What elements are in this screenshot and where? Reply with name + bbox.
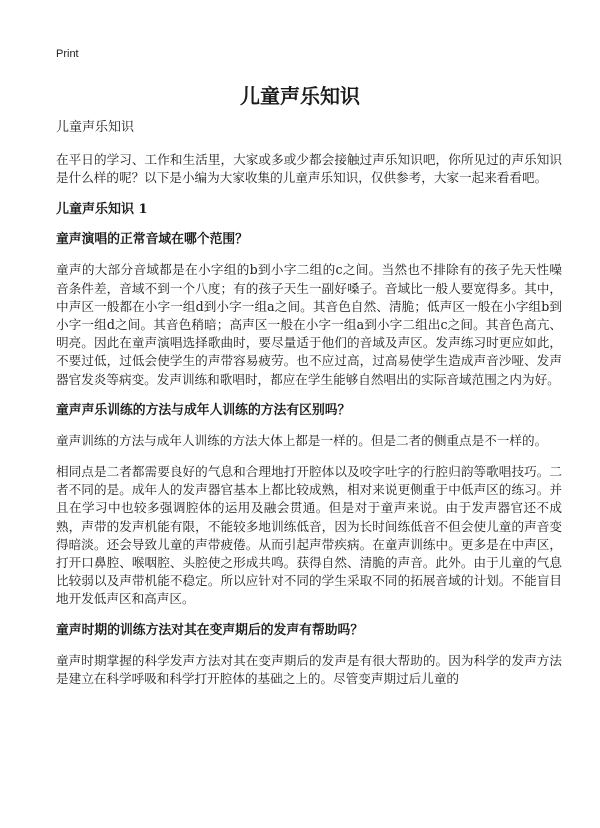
article-body: [56, 118, 562, 701]
question-heading-voice-change: 童声时期的训练方法对其在变声期后的发声有帮助吗？: [56, 622, 364, 638]
article-subtitle: 儿童声乐知识: [56, 120, 135, 135]
page-title: 儿童声乐知识: [240, 84, 360, 108]
answer-paragraph-vocal-range: 童声的大部分音域都是在小字组的b到小字二组的c之间。当然也不排除有的孩子先天性噪音条件差，音域不到一个八度；有的孩子天生一副好嗓子。音域比一般人要宽得多。其中，中声区一般都在小字一组d到小字一组a之间。其音色自然、清脆；低声区一般在小字组b到小字一组d之间。其音色稍暗；高声区一般在小字一组a到小字二组出c之间。其音色高亢、明亮。因此在童声演唱选择歌曲时，要尽量适于他们的音域及声区。发声练习时更应如此，不要过低，过低会使学生的声带容易疲劳。也不应过高，过高易使学生造成声音沙哑、发声器官发炎等病变。发声训练和歌唱时，都应在学生能够自然唱出的实际音域范围之内为好。: [56, 262, 562, 387]
question-heading-vocal-range: 童声演唱的正常音域在哪个范围？: [56, 232, 248, 248]
section-heading: 儿童声乐知识 1: [56, 202, 148, 218]
intro-paragraph: 在平日的学习、工作和生活里，大家或多或少都会接触过声乐知识吧，你所见过的声乐知识是什么样的呢？以下是小编为大家收集的儿童声乐知识，仅供参考，大家一起来看看吧。: [56, 152, 562, 186]
print-link[interactable]: Print: [56, 48, 79, 60]
answer-paragraph-voice-change: 童声时期掌握的科学发声方法对其在变声期后的发声是有很大帮助的。因为科学的发声方法是建立在科学呼吸和科学打开腔体的基础之上的。尽管变声期过后儿童的: [56, 652, 562, 686]
question-heading-training-difference: 童声声乐训练的方法与成年人训练的方法有区别吗？: [56, 402, 351, 418]
answer-paragraph-training-difference-2: 相同点是二者都需要良好的气息和合理地打开腔体以及咬字吐字的行腔归韵等歌唱技巧。二者不同的是。成年人的发声器官基本上都比较成熟，相对来说更侧重于中低声区的练习。并且在学习中也较多强调腔体的运用及融会贯通。但是对于童声来说。由于发声器官还不成熟，声带的发声机能有限，不能较多地训练低音，因为长时间练低音不但会使儿童的声音变得暗淡。还会导致儿童的声带疲倦。从而引起声带疾病。在童声训练中。更多是在中声区，打开口鼻腔、喉咽腔、头腔使之形成共鸣。获得自然、清脆的声音。此外。由于儿童的气息比较弱以及声带机能不稳定。所以应针对不同的学生采取不同的拓展音域的计划。不能盲目地开发低声区和高声区。: [56, 464, 562, 607]
answer-paragraph-training-difference-1: 童声训练的方法与成年人训练的方法大体上都是一样的。但是二者的侧重点是不一样的。: [56, 432, 548, 448]
